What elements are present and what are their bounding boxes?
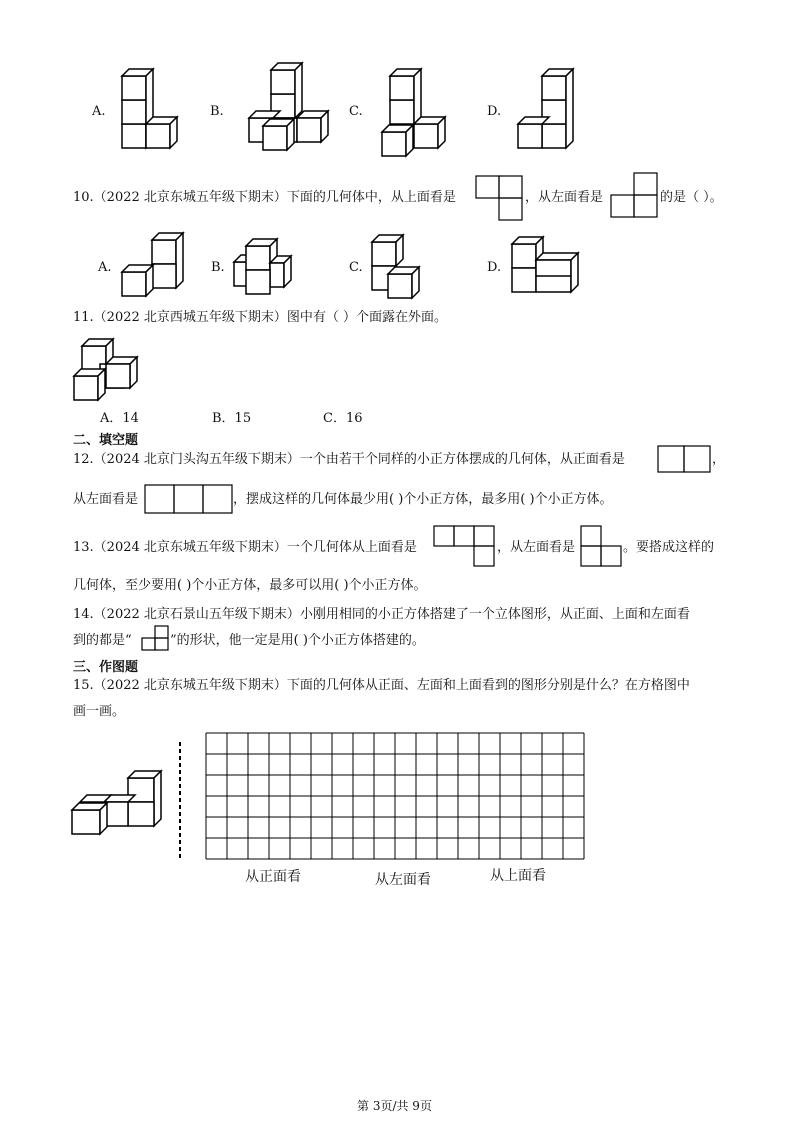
q11-choice-a: A．14 [100, 411, 139, 426]
q15-dashed-divider [178, 742, 182, 862]
q10-text-c: 的是（ ）。 [660, 190, 723, 205]
q14-line1: 14.（2022 北京石景山五年级下期末）小刚用相同的小正方体搭建了一个立体图形，从正面、上面和左面看 [73, 607, 690, 622]
q9-option-b-figure [245, 60, 345, 160]
q12-left-view-shape [144, 484, 234, 516]
grid-label-left: 从左面看 [375, 872, 431, 888]
q10-top-view-shape [475, 175, 525, 221]
q11-figure [70, 334, 150, 404]
q15-line1: 15.（2022 北京东城五年级下期末）下面的几何体从正面、左面和上面看到的图形分别是什么？在方格图中 [73, 678, 690, 693]
q10-option-b-label: B. [211, 260, 225, 275]
q12-line2-b: ，摆成这样的几何体最少用( )个小正方体，最多用( )个小正方体。 [233, 492, 613, 507]
q15-drawing-grid[interactable] [205, 732, 585, 860]
q15-figure [70, 766, 170, 846]
q10-option-b-figure [230, 232, 310, 302]
q10-option-d-figure [508, 232, 588, 302]
q10-option-d-label: D. [487, 260, 502, 275]
q11-choice-b: B．15 [212, 411, 252, 426]
q14-shape [140, 625, 172, 653]
q12-line2-a: 从左面看是 [73, 492, 139, 507]
q14-line2-a: 到的都是“ [73, 633, 132, 648]
q13-line1-c: 。要搭成这样的 [623, 540, 715, 555]
q13-line1-b: ，从左面看是 [497, 540, 576, 555]
q13-top-view-shape [433, 525, 497, 571]
q11-text: 11.（2022 北京西城五年级下期末）图中有（ ）个面露在外面。 [73, 310, 448, 325]
q9-option-b-label: B. [210, 104, 224, 119]
q13-line1-a: 13.（2024 北京东城五年级下期末）一个几何体从上面看是 [73, 540, 417, 555]
q10-text-b: ，从左面看是 [525, 190, 604, 205]
q9-option-c-figure [372, 66, 452, 166]
q9-option-c-label: C. [349, 104, 363, 119]
q9-option-d-figure [512, 66, 592, 166]
q10-option-a-label: A. [98, 260, 112, 275]
q12-line1: 12.（2024 北京门头沟五年级下期末）一个由若干个同样的小正方体摆成的几何体，从正面看是 [73, 452, 625, 467]
q11-choice-c: C．16 [323, 411, 363, 426]
q10-left-view-shape [610, 172, 660, 218]
q9-option-d-label: D. [487, 104, 502, 119]
q10-option-c-figure [366, 230, 446, 300]
grid-label-top: 从上面看 [490, 868, 546, 884]
section-2-heading: 二、填空题 [73, 433, 139, 448]
q9-option-a-label: A. [92, 104, 106, 119]
q9-option-a-figure [112, 66, 192, 166]
q13-left-view-shape [580, 525, 626, 571]
page-footer: 第 3页/共 9页 [357, 1099, 432, 1113]
q10-option-c-label: C. [349, 260, 363, 275]
grid-label-front: 从正面看 [245, 869, 301, 885]
q12-front-view-shape [657, 445, 713, 475]
q15-line2: 画一画。 [73, 704, 126, 719]
q14-line2-b: ”的形状，他一定是用( )个小正方体搭建的。 [170, 633, 425, 648]
q10-option-a-figure [118, 228, 198, 298]
q12-line1-end: ， [712, 452, 726, 467]
q10-text-a: 10.（2022 北京东城五年级下期末）下面的几何体中，从上面看是 [73, 190, 456, 205]
section-3-heading: 三、作图题 [73, 660, 139, 675]
q13-line2: 几何体，至少要用( )个小正方体，最多可以用( )个小正方体。 [73, 578, 427, 593]
